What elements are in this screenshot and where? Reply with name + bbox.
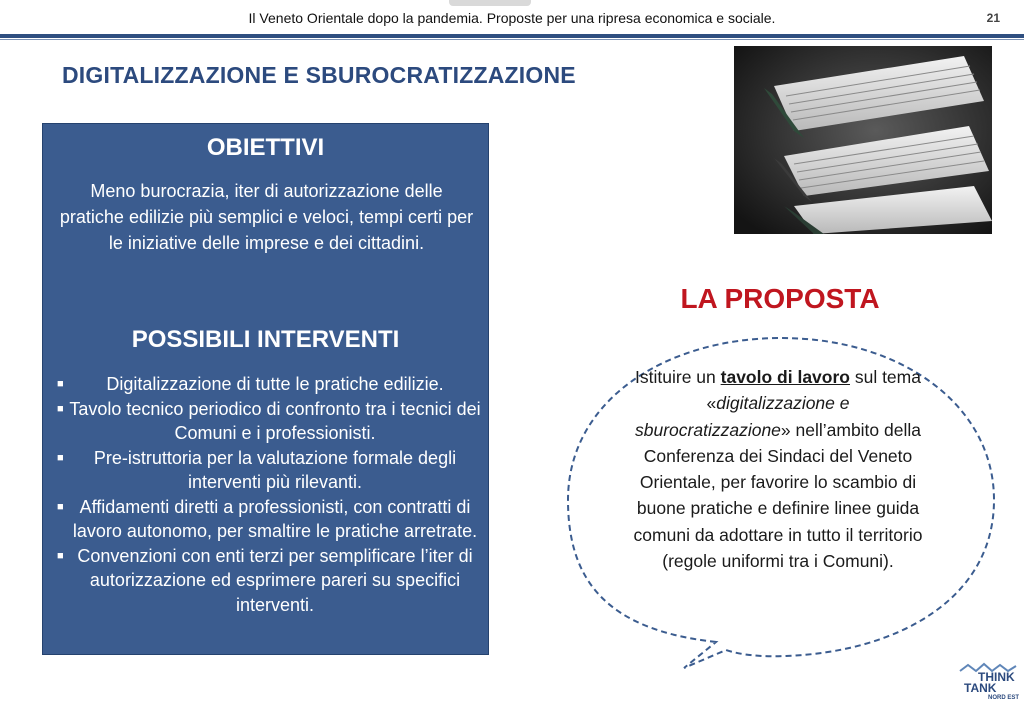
binders-photo xyxy=(734,46,992,234)
proposal-italic: digitalizzazione e sburocratizzazione xyxy=(635,393,850,440)
objectives-box xyxy=(42,123,489,655)
top-tab xyxy=(449,0,531,6)
page-number: 21 xyxy=(986,11,1000,25)
list-item: ■ Pre-istruttoria per la valutazione formale degli interventi più rilevanti. xyxy=(57,447,457,492)
objectives-text: Meno burocrazia, iter di autorizzazione delle pratiche edilizie più semplici e veloci, tempi certi per le iniziative delle imprese e dei cittadini. xyxy=(59,181,474,253)
interventions-list xyxy=(53,372,483,617)
intervention-text: Pre-istruttoria per la valutazione formale degli interventi più rilevanti. xyxy=(93,447,457,492)
list-item: ■ Tavolo tecnico periodico di confronto tra i tecnici dei Comuni e i professionisti. xyxy=(57,398,481,443)
objectives-heading: OBIETTIVI xyxy=(206,134,325,161)
proposal-text xyxy=(628,364,928,574)
proposal-text-mid: sul tema « xyxy=(706,367,921,414)
intervention-text: Convenzioni con enti terzi per semplificare l’iter di autorizzazione ed esprimere pareri su specifici interventi. xyxy=(77,545,473,615)
list-item: ■ Affidamenti diretti a professionisti, con contratti di lavoro autonomo, per smaltire le pratiche arretrate. xyxy=(57,496,478,541)
intervention-text: Tavolo tecnico periodico di confronto tra i tecnici dei Comuni e i professionisti. xyxy=(69,398,481,443)
list-item: ■ Digitalizzazione di tutte le pratiche edilizie. xyxy=(57,374,444,394)
proposal-text-end: » nell’ambito della Conferenza dei Sindaci del Veneto Orientale, per favorire lo scambio di buone pratiche e definire linee guida comuni da adottare in tutto il territorio (regole uniformi tra i Comuni). xyxy=(633,419,923,572)
list-item: ■ Convenzioni con enti terzi per semplificare l’iter di autorizzazione ed esprimere pareri su specifici interventi. xyxy=(57,545,473,615)
proposal-emphasis: tavolo di lavoro xyxy=(720,367,850,387)
logo-line1: THINK xyxy=(978,670,1015,684)
proposal-heading: LA PROPOSTA xyxy=(680,283,880,314)
slide-title: DIGITALIZZAZIONE E SBUROCRATIZZAZIONE xyxy=(62,62,576,88)
logo-line3: NORD EST xyxy=(988,695,1020,701)
logo-line2: TANK xyxy=(964,681,997,695)
intervention-text: Affidamenti diretti a professionisti, con contratti di lavoro autonomo, per smaltire le pratiche arretrate. xyxy=(72,496,478,541)
interventions-heading: POSSIBILI INTERVENTI xyxy=(131,326,400,353)
header-rule xyxy=(0,34,1024,38)
header-rule-thin xyxy=(0,39,1024,40)
think-tank-logo xyxy=(958,661,1020,701)
intervention-text: Digitalizzazione di tutte le pratiche edilizie. xyxy=(106,374,444,394)
proposal-text-start: Istituire un xyxy=(635,367,721,387)
header-title: Il Veneto Orientale dopo la pandemia. Proposte per una ripresa economica e sociale. xyxy=(248,10,776,26)
